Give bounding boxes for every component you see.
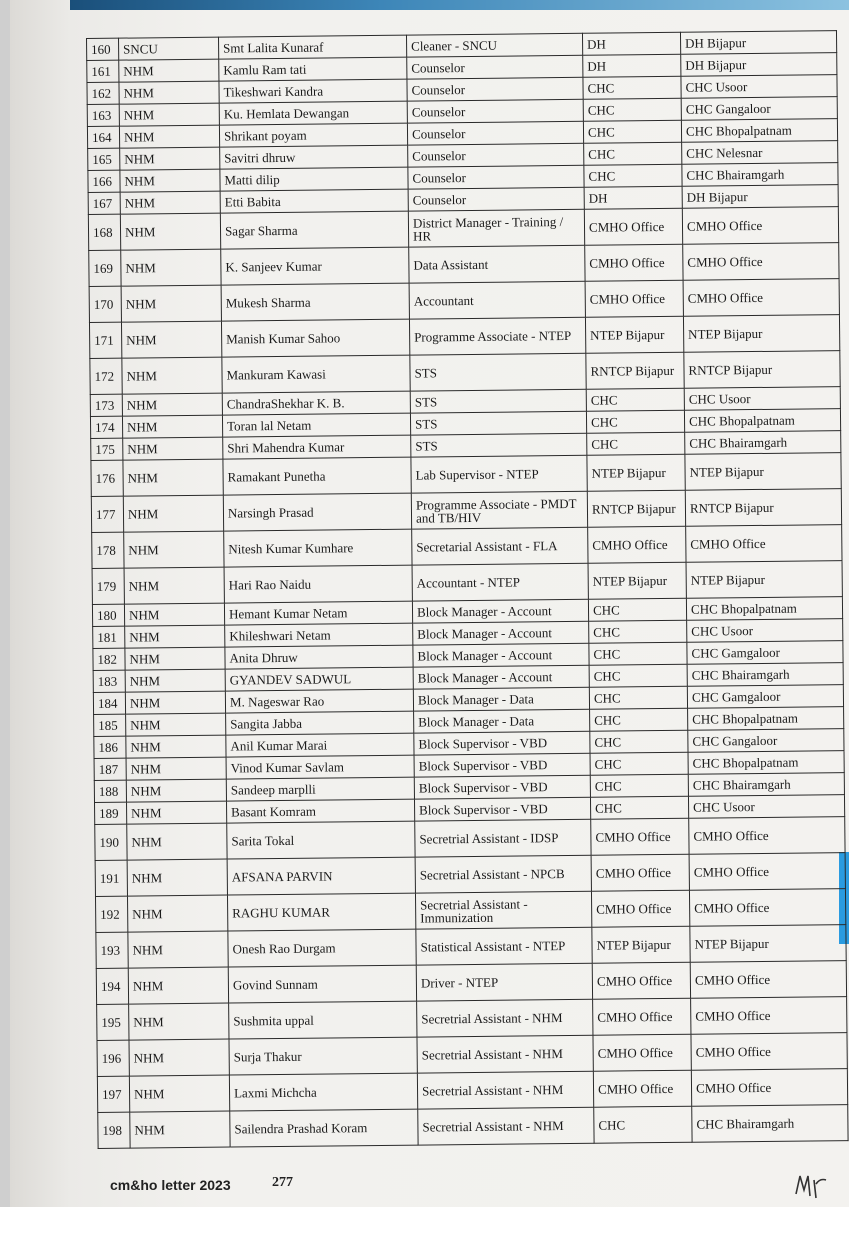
- employee-name-cell: Sushmita uppal: [229, 1001, 417, 1039]
- scheme-cell: NHM: [126, 779, 226, 802]
- serial-number-cell: 184: [93, 692, 125, 714]
- employee-name-cell: Khileshwari Netam: [225, 623, 413, 647]
- scheme-cell: NHM: [126, 735, 226, 758]
- post-cell: Statistical Assistant - NTEP: [416, 927, 592, 965]
- scheme-cell: NHM: [122, 415, 222, 438]
- facility-type-cell: RNTCP Bijapur: [586, 352, 684, 389]
- facility-type-cell: CHC: [586, 410, 684, 433]
- serial-number-cell: 160: [87, 38, 119, 60]
- posting-place-cell: RNTCP Bijapur: [685, 489, 841, 527]
- facility-type-cell: CMHO Office: [593, 1034, 691, 1071]
- facility-type-cell: CHC: [589, 642, 687, 665]
- posting-place-cell: CMHO Office: [686, 525, 842, 563]
- signature-mark: [792, 1168, 832, 1202]
- scheme-cell: NHM: [125, 669, 225, 692]
- serial-number-cell: 176: [91, 460, 123, 496]
- post-cell: Programme Associate - PMDT and TB/HIV: [411, 491, 587, 529]
- posting-place-cell: CHC Bhairamgarh: [682, 163, 838, 187]
- scheme-cell: NHM: [120, 191, 220, 214]
- serial-number-cell: 177: [91, 496, 123, 532]
- posting-place-cell: CHC Bhairamgarh: [685, 431, 841, 455]
- facility-type-cell: CHC: [589, 664, 687, 687]
- employee-name-cell: AFSANA PARVIN: [227, 857, 415, 895]
- posting-place-cell: CHC Bhopalpatnam: [686, 597, 842, 621]
- facility-type-cell: CHC: [583, 120, 681, 143]
- facility-type-cell: CHC: [590, 752, 688, 775]
- facility-type-cell: CMHO Office: [593, 998, 691, 1035]
- employee-name-cell: Nitesh Kumar Kumhare: [224, 529, 412, 567]
- employee-name-cell: M. Nageswar Rao: [225, 689, 413, 713]
- facility-type-cell: CHC: [590, 774, 688, 797]
- serial-number-cell: 189: [95, 802, 127, 824]
- serial-number-cell: 171: [89, 322, 121, 358]
- posting-place-cell: CMHO Office: [689, 853, 845, 891]
- serial-number-cell: 173: [90, 394, 122, 416]
- post-cell: Counselor: [407, 121, 583, 145]
- serial-number-cell: 193: [96, 932, 128, 968]
- scheme-cell: NHM: [130, 1111, 230, 1148]
- posting-place-cell: CMHO Office: [691, 1069, 847, 1107]
- serial-number-cell: 168: [88, 214, 120, 250]
- scheme-cell: NHM: [120, 213, 220, 250]
- employee-name-cell: Shri Mahendra Kumar: [223, 435, 411, 459]
- scheme-cell: NHM: [119, 125, 219, 148]
- scheme-cell: NHM: [129, 1003, 229, 1040]
- employee-name-cell: Manish Kumar Sahoo: [221, 319, 409, 357]
- scheme-cell: NHM: [128, 931, 228, 968]
- serial-number-cell: 196: [97, 1040, 129, 1076]
- employee-name-cell: Ramakant Punetha: [223, 457, 411, 495]
- scheme-cell: NHM: [129, 1075, 229, 1112]
- scheme-cell: NHM: [121, 321, 221, 358]
- top-blue-band: [70, 0, 849, 10]
- scheme-cell: NHM: [126, 713, 226, 736]
- post-cell: District Manager - Training / HR: [408, 209, 584, 247]
- posting-place-cell: CMHO Office: [683, 243, 839, 281]
- scheme-cell: NHM: [125, 625, 225, 648]
- post-cell: Secretrial Assistant - NHM: [417, 1035, 593, 1073]
- serial-number-cell: 190: [95, 824, 127, 860]
- employee-name-cell: Sangita Jabba: [226, 711, 414, 735]
- employee-name-cell: Smt Lalita Kunaraf: [218, 35, 406, 59]
- post-cell: Driver - NTEP: [416, 963, 592, 1001]
- scheme-cell: NHM: [125, 647, 225, 670]
- employee-name-cell: Shrikant poyam: [219, 123, 407, 147]
- facility-type-cell: DH: [584, 186, 682, 209]
- facility-type-cell: CHC: [589, 620, 687, 643]
- serial-number-cell: 163: [87, 104, 119, 126]
- post-cell: STS: [410, 389, 586, 413]
- employee-name-cell: Govind Sunnam: [228, 965, 416, 1003]
- posting-place-cell: CHC Usoor: [681, 75, 837, 99]
- facility-type-cell: CMHO Office: [588, 526, 686, 563]
- scheme-cell: NHM: [126, 757, 226, 780]
- post-cell: Block Supervisor - VBD: [414, 753, 590, 777]
- post-cell: Block Supervisor - VBD: [414, 731, 590, 755]
- facility-type-cell: CMHO Office: [592, 962, 690, 999]
- posting-place-cell: CMHO Office: [690, 961, 846, 999]
- posting-place-cell: DH Bijapur: [680, 31, 836, 55]
- posting-place-cell: CHC Usoor: [688, 795, 844, 819]
- posting-place-cell: NTEP Bijapur: [690, 925, 846, 963]
- posting-place-cell: CHC Bhopalpatnam: [684, 409, 840, 433]
- posting-place-cell: CHC Bhairamgarh: [687, 663, 843, 687]
- facility-type-cell: CHC: [584, 142, 682, 165]
- serial-number-cell: 165: [88, 148, 120, 170]
- post-cell: Counselor: [407, 55, 583, 79]
- employee-name-cell: Matti dilip: [220, 167, 408, 191]
- serial-number-cell: 172: [90, 358, 122, 394]
- facility-type-cell: CHC: [583, 98, 681, 121]
- scheme-cell: NHM: [120, 147, 220, 170]
- facility-type-cell: CMHO Office: [591, 818, 689, 855]
- facility-type-cell: CHC: [590, 708, 688, 731]
- scheme-cell: SNCU: [119, 37, 219, 60]
- employee-name-cell: Sandeep marplli: [226, 777, 414, 801]
- post-cell: Counselor: [408, 165, 584, 189]
- posting-place-cell: CMHO Office: [683, 279, 839, 317]
- employee-name-cell: Etti Babita: [220, 189, 408, 213]
- facility-type-cell: NTEP Bijapur: [592, 926, 690, 963]
- employee-name-cell: Onesh Rao Durgam: [228, 929, 416, 967]
- posting-place-cell: CHC Usoor: [687, 619, 843, 643]
- facility-type-cell: CHC: [586, 388, 684, 411]
- serial-number-cell: 161: [87, 60, 119, 82]
- employee-name-cell: Anita Dhruw: [225, 645, 413, 669]
- post-cell: Secretrial Assistant - NHM: [417, 1071, 593, 1109]
- posting-place-cell: CHC Bhairamgarh: [688, 773, 844, 797]
- table-row: [98, 1105, 848, 1149]
- serial-number-cell: 186: [94, 736, 126, 758]
- posting-place-cell: DH Bijapur: [681, 53, 837, 77]
- post-cell: Counselor: [408, 143, 584, 167]
- posting-place-cell: CMHO Office: [689, 817, 845, 855]
- page-number: 277: [272, 1175, 293, 1190]
- staff-table: [86, 30, 849, 1149]
- employee-name-cell: Toran lal Netam: [222, 413, 410, 437]
- posting-place-cell: CHC Bhopalpatnam: [688, 751, 844, 775]
- serial-number-cell: 166: [88, 170, 120, 192]
- employee-name-cell: Mankuram Kawasi: [222, 355, 410, 393]
- scheme-cell: NHM: [129, 1039, 229, 1076]
- scheme-cell: NHM: [119, 81, 219, 104]
- post-cell: Secretarial Assistant - FLA: [412, 527, 588, 565]
- facility-type-cell: CHC: [590, 796, 688, 819]
- posting-place-cell: CHC Gangaloor: [681, 97, 837, 121]
- post-cell: Block Manager - Data: [414, 709, 590, 733]
- staff-table-body: [87, 31, 849, 1149]
- post-cell: Block Supervisor - VBD: [414, 797, 590, 821]
- scheme-cell: NHM: [124, 603, 224, 626]
- scheme-cell: NHM: [119, 103, 219, 126]
- post-cell: Block Manager - Account: [413, 643, 589, 667]
- facility-type-cell: NTEP Bijapur: [587, 454, 685, 491]
- serial-number-cell: 164: [87, 126, 119, 148]
- post-cell: Secretrial Assistant - Immunization: [415, 891, 591, 929]
- post-cell: Accountant - NTEP: [412, 563, 588, 601]
- scheme-cell: NHM: [125, 691, 225, 714]
- facility-type-cell: DH: [582, 32, 680, 55]
- employee-name-cell: Surja Thakur: [229, 1037, 417, 1075]
- serial-number-cell: 197: [97, 1076, 129, 1112]
- posting-place-cell: CHC Gamgaloor: [687, 641, 843, 665]
- employee-name-cell: Tikeshwari Kandra: [219, 79, 407, 103]
- facility-type-cell: CMHO Office: [591, 890, 689, 927]
- scheme-cell: NHM: [122, 357, 222, 394]
- employee-name-cell: Laxmi Michcha: [229, 1073, 417, 1111]
- facility-type-cell: NTEP Bijapur: [588, 562, 686, 599]
- scheme-cell: NHM: [121, 285, 221, 322]
- scheme-cell: NHM: [123, 459, 223, 496]
- posting-place-cell: CHC Usoor: [684, 387, 840, 411]
- facility-type-cell: CHC: [584, 164, 682, 187]
- employee-name-cell: Sarita Tokal: [227, 821, 415, 859]
- scheme-cell: NHM: [119, 59, 219, 82]
- posting-place-cell: CHC Gangaloor: [688, 729, 844, 753]
- footer-label: cm&ho letter 2023: [110, 1177, 231, 1193]
- scheme-cell: NHM: [124, 567, 224, 604]
- post-cell: STS: [410, 411, 586, 435]
- posting-place-cell: CMHO Office: [691, 1033, 847, 1071]
- post-cell: Block Manager - Data: [413, 687, 589, 711]
- post-cell: Secretrial Assistant - NHM: [417, 999, 593, 1037]
- employee-name-cell: Sagar Sharma: [220, 211, 408, 249]
- employee-name-cell: Hari Rao Naidu: [224, 565, 412, 603]
- serial-number-cell: 180: [92, 604, 124, 626]
- serial-number-cell: 194: [96, 968, 128, 1004]
- posting-place-cell: NTEP Bijapur: [683, 315, 839, 353]
- post-cell: Lab Supervisor - NTEP: [411, 455, 587, 493]
- facility-type-cell: CMHO Office: [585, 244, 683, 281]
- posting-place-cell: CMHO Office: [689, 889, 845, 927]
- employee-name-cell: Sailendra Prashad Koram: [230, 1109, 418, 1147]
- serial-number-cell: 169: [89, 250, 121, 286]
- posting-place-cell: CMHO Office: [682, 207, 838, 245]
- serial-number-cell: 192: [95, 896, 127, 932]
- facility-type-cell: CMHO Office: [584, 208, 682, 245]
- scheme-cell: NHM: [120, 169, 220, 192]
- post-cell: Block Manager - Account: [412, 599, 588, 623]
- employee-name-cell: K. Sanjeev Kumar: [221, 247, 409, 285]
- photo-edge-shadow: [0, 0, 10, 1207]
- facility-type-cell: CMHO Office: [585, 280, 683, 317]
- post-cell: Secretrial Assistant - IDSP: [415, 819, 591, 857]
- post-cell: Cleaner - SNCU: [406, 33, 582, 57]
- serial-number-cell: 162: [87, 82, 119, 104]
- facility-type-cell: CMHO Office: [591, 854, 689, 891]
- serial-number-cell: 178: [92, 532, 124, 568]
- post-cell: STS: [410, 353, 586, 391]
- post-cell: Secretrial Assistant - NHM: [418, 1107, 594, 1145]
- serial-number-cell: 188: [94, 780, 126, 802]
- posting-place-cell: NTEP Bijapur: [685, 453, 841, 491]
- employee-name-cell: Ku. Hemlata Dewangan: [219, 101, 407, 125]
- post-cell: Block Manager - Account: [413, 621, 589, 645]
- employee-name-cell: GYANDEV SADWUL: [225, 667, 413, 691]
- serial-number-cell: 191: [95, 860, 127, 896]
- posting-place-cell: CHC Nelesnar: [682, 141, 838, 165]
- scheme-cell: NHM: [121, 249, 221, 286]
- posting-place-cell: CMHO Office: [691, 997, 847, 1035]
- post-cell: Programme Associate - NTEP: [409, 317, 585, 355]
- post-cell: Counselor: [407, 77, 583, 101]
- facility-type-cell: CHC: [594, 1106, 692, 1143]
- posting-place-cell: RNTCP Bijapur: [684, 351, 840, 389]
- serial-number-cell: 174: [90, 416, 122, 438]
- scheme-cell: NHM: [122, 393, 222, 416]
- posting-place-cell: CHC Bhopalpatnam: [688, 707, 844, 731]
- post-cell: Block Manager - Account: [413, 665, 589, 689]
- posting-place-cell: CHC Bhairamgarh: [692, 1105, 848, 1143]
- post-cell: Counselor: [408, 187, 584, 211]
- facility-type-cell: CHC: [589, 686, 687, 709]
- scheme-cell: NHM: [123, 495, 223, 532]
- facility-type-cell: RNTCP Bijapur: [587, 490, 685, 527]
- facility-type-cell: CHC: [587, 432, 685, 455]
- facility-type-cell: CHC: [590, 730, 688, 753]
- employee-name-cell: Vinod Kumar Savlam: [226, 755, 414, 779]
- employee-name-cell: Basant Komram: [226, 799, 414, 823]
- facility-type-cell: NTEP Bijapur: [585, 316, 683, 353]
- employee-name-cell: RAGHU KUMAR: [227, 893, 415, 931]
- facility-type-cell: DH: [583, 54, 681, 77]
- serial-number-cell: 185: [94, 714, 126, 736]
- employee-name-cell: Kamlu Ram tati: [219, 57, 407, 81]
- serial-number-cell: 195: [97, 1004, 129, 1040]
- employee-name-cell: Mukesh Sharma: [221, 283, 409, 321]
- post-cell: Accountant: [409, 281, 585, 319]
- employee-name-cell: Narsingh Prasad: [223, 493, 411, 531]
- serial-number-cell: 181: [93, 626, 125, 648]
- serial-number-cell: 187: [94, 758, 126, 780]
- scheme-cell: NHM: [127, 895, 227, 932]
- employee-name-cell: Savitri dhruw: [220, 145, 408, 169]
- post-cell: Data Assistant: [409, 245, 585, 283]
- scheme-cell: NHM: [127, 823, 227, 860]
- serial-number-cell: 170: [89, 286, 121, 322]
- serial-number-cell: 183: [93, 670, 125, 692]
- post-cell: STS: [411, 433, 587, 457]
- post-cell: Block Supervisor - VBD: [414, 775, 590, 799]
- scheme-cell: NHM: [123, 437, 223, 460]
- serial-number-cell: 179: [92, 568, 124, 604]
- serial-number-cell: 182: [93, 648, 125, 670]
- post-cell: Secretrial Assistant - NPCB: [415, 855, 591, 893]
- posting-place-cell: DH Bijapur: [682, 185, 838, 209]
- facility-type-cell: CMHO Office: [593, 1070, 691, 1107]
- employee-name-cell: Anil Kumar Marai: [226, 733, 414, 757]
- posting-place-cell: NTEP Bijapur: [686, 561, 842, 599]
- employee-name-cell: ChandraShekhar K. B.: [222, 391, 410, 415]
- serial-number-cell: 198: [98, 1112, 130, 1148]
- serial-number-cell: 167: [88, 192, 120, 214]
- posting-place-cell: CHC Gamgaloor: [687, 685, 843, 709]
- scheme-cell: NHM: [128, 967, 228, 1004]
- scheme-cell: NHM: [127, 801, 227, 824]
- scheme-cell: NHM: [124, 531, 224, 568]
- serial-number-cell: 175: [91, 438, 123, 460]
- post-cell: Counselor: [407, 99, 583, 123]
- posting-place-cell: CHC Bhopalpatnam: [681, 119, 837, 143]
- facility-type-cell: CHC: [583, 76, 681, 99]
- scheme-cell: NHM: [127, 859, 227, 896]
- employee-name-cell: Hemant Kumar Netam: [224, 601, 412, 625]
- facility-type-cell: CHC: [588, 598, 686, 621]
